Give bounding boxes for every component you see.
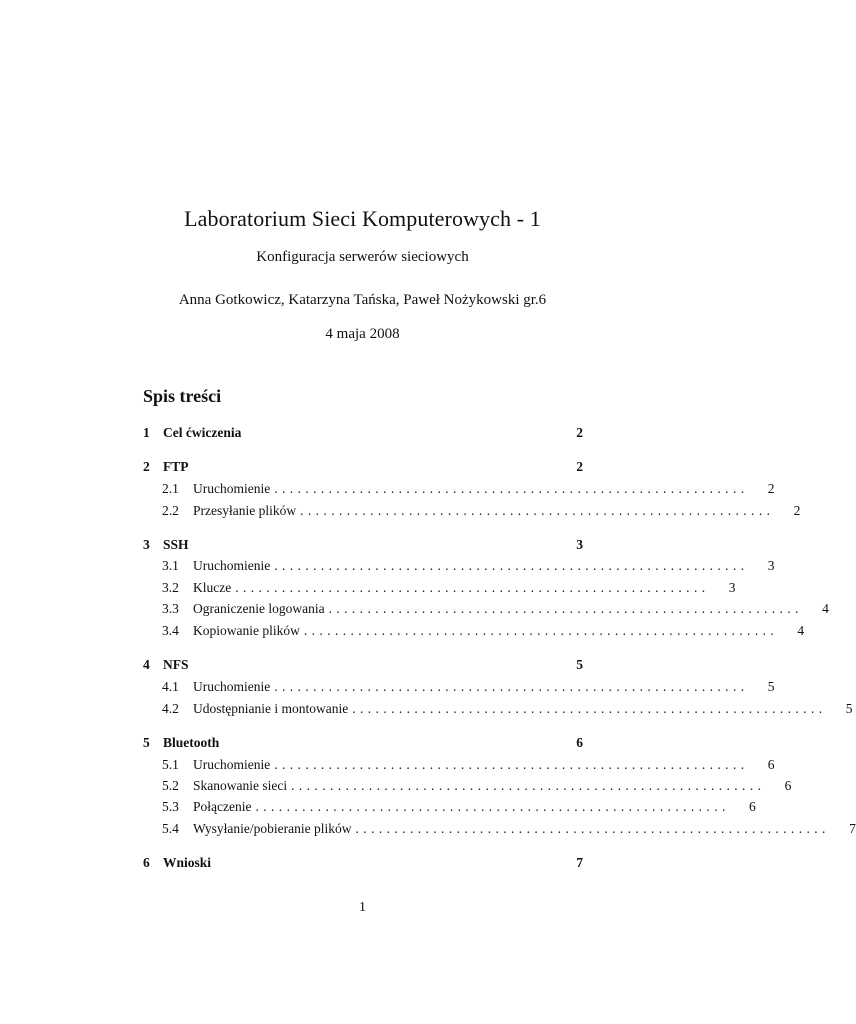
page-number: 1 xyxy=(359,900,366,915)
toc-page: 4 xyxy=(822,601,829,616)
toc-label: Kopiowanie plików xyxy=(193,623,300,638)
toc-label: SSH xyxy=(163,537,189,552)
document-authors: Anna Gotkowicz, Katarzyna Tańska, Paweł Nożykowski gr.6 xyxy=(178,292,547,308)
toc-entry-bluetooth-polaczenie[interactable] xyxy=(143,797,756,817)
toc-page: 2 xyxy=(576,459,583,474)
toc-leader: ............................................................. xyxy=(355,821,830,836)
toc-label: Wysyłanie/pobieranie plików xyxy=(193,821,352,836)
toc-leader: ............................................................. xyxy=(235,580,710,595)
toc-number: 4 xyxy=(143,657,150,672)
document-subtitle: Konfiguracja serwerów sieciowych xyxy=(256,249,469,265)
toc-heading: Spis treści xyxy=(143,386,222,406)
toc-label: Skanowanie sieci xyxy=(193,778,288,793)
toc-page: 6 xyxy=(576,735,583,750)
toc-number: 3.4 xyxy=(162,623,179,638)
toc-page: 6 xyxy=(749,799,756,814)
toc-entry-cel-cwiczenia[interactable] xyxy=(143,423,583,443)
toc-label: Uruchomienie xyxy=(193,757,271,772)
toc-number: 5.2 xyxy=(162,778,179,793)
toc-page: 2 xyxy=(767,481,775,496)
toc-label: Bluetooth xyxy=(163,735,220,750)
toc-label: Uruchomienie xyxy=(193,679,271,694)
toc-number: 2.1 xyxy=(162,481,179,496)
toc-page: 3 xyxy=(767,558,775,573)
toc-number: 5.4 xyxy=(162,821,179,836)
toc-page: 5 xyxy=(845,701,853,716)
toc-page: 5 xyxy=(576,657,583,672)
toc-number: 6 xyxy=(143,855,150,870)
toc-number: 4.2 xyxy=(162,701,179,716)
toc-leader: ............................................................. xyxy=(274,679,749,694)
toc-entry-bluetooth-skanowanie[interactable] xyxy=(143,776,792,796)
toc-leader: ............................................................. xyxy=(303,623,779,638)
toc-entry-nfs[interactable] xyxy=(143,655,583,675)
toc-entry-ssh-kopiowanie[interactable] xyxy=(143,621,805,641)
toc-entry-bluetooth-wysylanie[interactable] xyxy=(143,819,856,839)
toc-page: 6 xyxy=(784,778,792,793)
toc-entry-ftp-przesylanie[interactable] xyxy=(143,501,801,521)
toc-leader: ............................................................. xyxy=(291,778,766,793)
toc-number: 2.2 xyxy=(162,503,179,518)
toc-label: Ograniczenie logowania xyxy=(193,601,325,616)
toc-entry-nfs-udostepnianie[interactable] xyxy=(143,699,853,719)
toc-entry-ftp[interactable] xyxy=(143,457,583,477)
toc-page: 2 xyxy=(576,425,583,440)
toc-number: 2 xyxy=(143,459,150,474)
toc-label: Uruchomienie xyxy=(193,558,271,573)
toc-entry-bluetooth[interactable] xyxy=(143,733,583,753)
toc-number: 5 xyxy=(143,735,150,750)
toc-label: Cel ćwiczenia xyxy=(163,425,242,440)
toc-number: 5.1 xyxy=(162,757,179,772)
document-title: Laboratorium Sieci Komputerowych - 1 xyxy=(184,206,541,231)
toc-page: 7 xyxy=(576,855,583,870)
toc-page: 7 xyxy=(849,821,856,836)
document-date: 4 maja 2008 xyxy=(325,326,400,342)
toc-page: 6 xyxy=(767,757,775,772)
toc-leader: ............................................................. xyxy=(255,799,730,814)
toc-leader: ............................................................. xyxy=(352,701,827,716)
toc-label: Wnioski xyxy=(163,855,212,870)
toc-number: 3.3 xyxy=(162,601,179,616)
toc-label: Uruchomienie xyxy=(193,481,271,496)
toc-number: 5.3 xyxy=(162,799,179,814)
toc-entry-nfs-uruchomienie[interactable] xyxy=(143,677,775,697)
toc-label: FTP xyxy=(163,459,189,474)
toc-label: Udostępnianie i montowanie xyxy=(193,701,349,716)
toc-label: NFS xyxy=(163,657,189,672)
toc-number: 4.1 xyxy=(162,679,179,694)
toc-leader: ............................................................. xyxy=(274,757,749,772)
toc-number: 3.2 xyxy=(162,580,179,595)
toc-entry-ssh[interactable] xyxy=(143,535,583,555)
toc-page: 3 xyxy=(728,580,736,595)
toc-page: 2 xyxy=(793,503,801,518)
toc-label: Połączenie xyxy=(193,799,252,814)
toc-label: Klucze xyxy=(193,580,232,595)
toc-page: 5 xyxy=(767,679,775,694)
toc-leader: ............................................................. xyxy=(274,558,749,573)
toc-leader: ............................................................. xyxy=(328,601,803,616)
toc-number: 3.1 xyxy=(162,558,179,573)
toc-entry-ssh-uruchomienie[interactable] xyxy=(143,556,775,576)
toc-entry-ftp-uruchomienie[interactable] xyxy=(143,479,775,499)
toc-leader: ............................................................. xyxy=(300,503,775,518)
toc-page: 3 xyxy=(576,537,583,552)
toc-entry-bluetooth-uruchomienie[interactable] xyxy=(143,755,775,775)
toc-entry-ssh-klucze[interactable] xyxy=(143,578,736,598)
toc-number: 1 xyxy=(143,425,150,440)
toc-entry-ssh-ograniczenie[interactable] xyxy=(143,599,829,619)
toc-entry-wnioski[interactable] xyxy=(143,853,583,873)
toc-leader: ............................................................. xyxy=(274,481,749,496)
toc-label: Przesyłanie plików xyxy=(193,503,297,518)
toc-number: 3 xyxy=(143,537,150,552)
toc-page: 4 xyxy=(797,623,805,638)
